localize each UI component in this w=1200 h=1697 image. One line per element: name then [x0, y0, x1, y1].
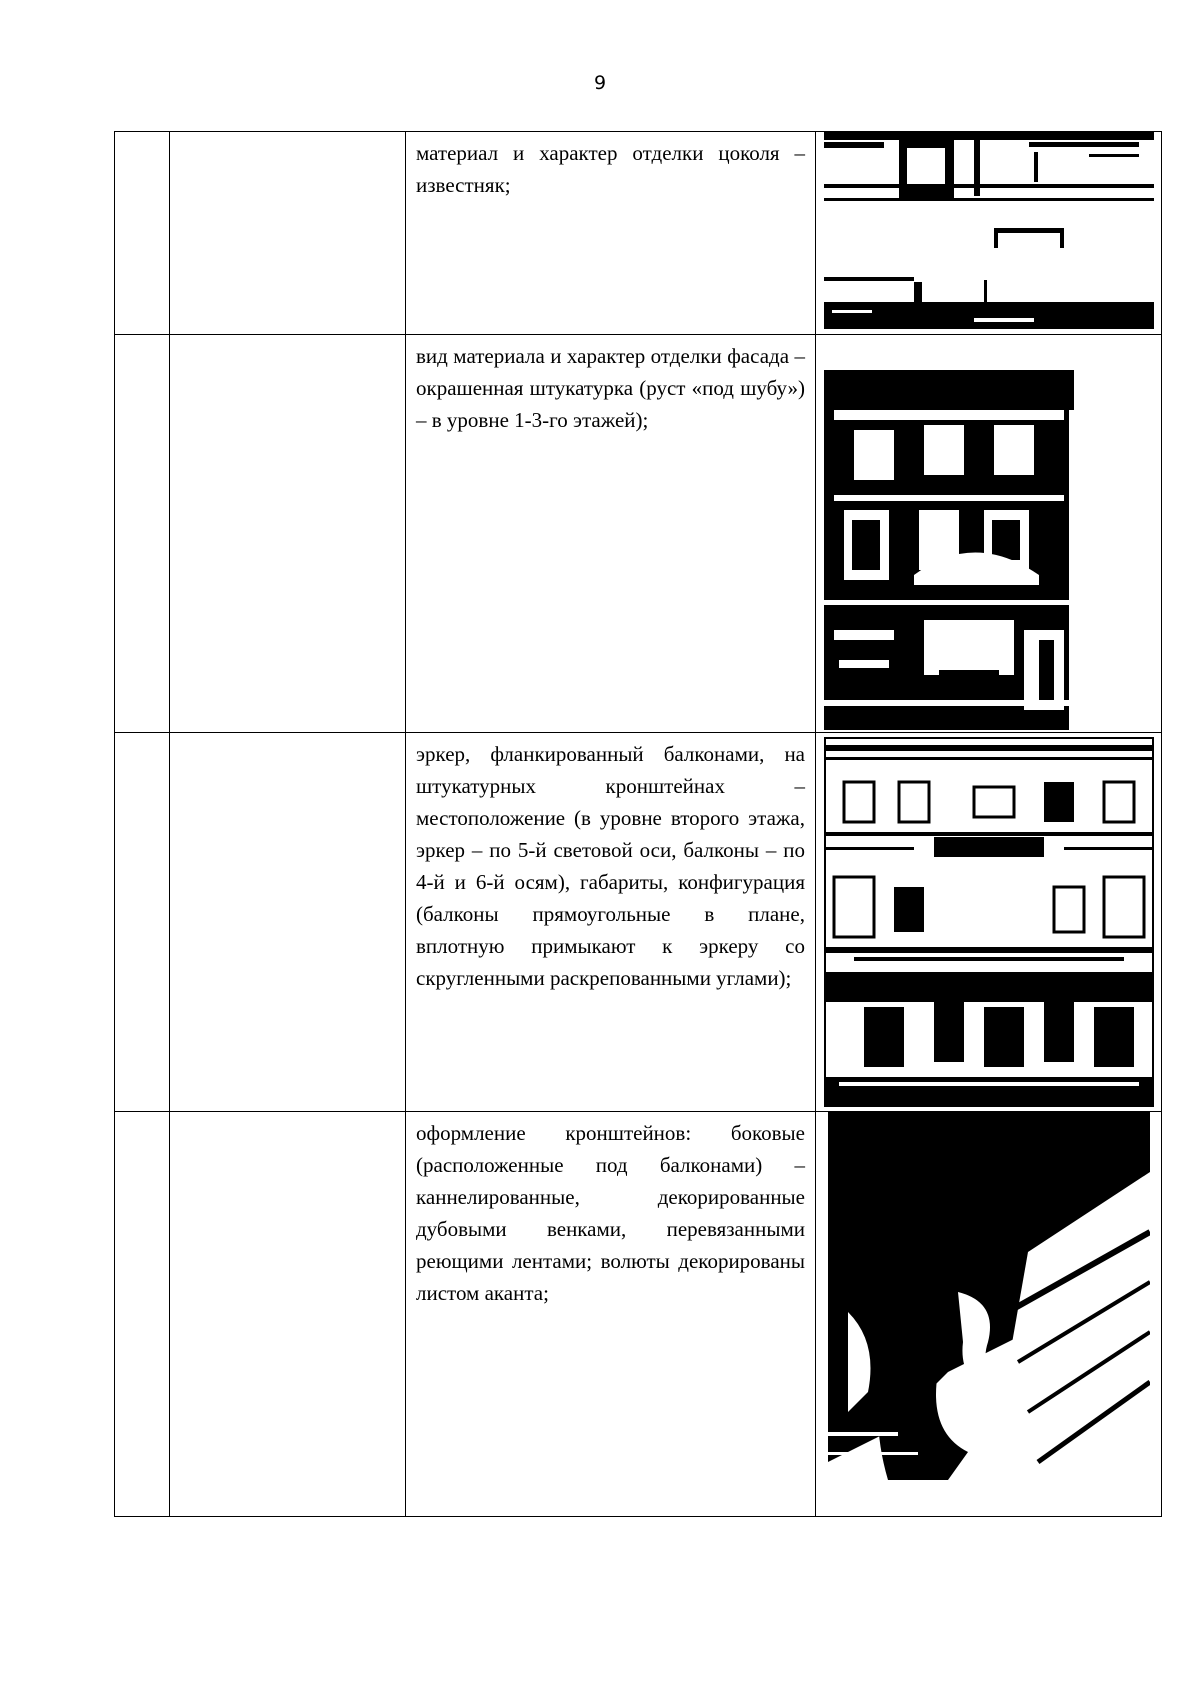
photo-cell	[816, 335, 1162, 733]
table-row	[115, 1112, 1162, 1517]
row-number-cell	[115, 733, 170, 1112]
row-number-cell	[115, 132, 170, 335]
page-number: 9	[593, 72, 607, 94]
table-row	[115, 733, 1162, 1112]
plinth-photo	[824, 132, 1154, 329]
photo-cell	[816, 1112, 1162, 1517]
description-cell: вид материала и характер отделки фасада – окрашенная штукатурка (руст «под шубу») – в уровне 1-3-го этажей);	[406, 335, 816, 733]
photo-cell	[816, 733, 1162, 1112]
table-row	[115, 335, 1162, 733]
description-cell: эркер, фланкированный балконами, на штукатурных кронштейнах – местоположение (в уровне второго этажа, эркер – по 5-й световой оси, балконы – по 4-й и 6-й осям), габариты, конфигурация (балконы прямоугольные в плане, вплотную примыкают к эркеру со скругленными раскрепованными углами);	[406, 733, 816, 1112]
row-number-cell	[115, 335, 170, 733]
object-name-cell	[170, 1112, 406, 1517]
facade-photo	[824, 370, 1154, 730]
table-row	[115, 132, 1162, 335]
object-name-cell	[170, 335, 406, 733]
row-number-cell	[115, 1112, 170, 1517]
description-cell: материал и характер отделки цоколя – известняк;	[406, 132, 816, 335]
bay-window-photo	[824, 737, 1154, 1107]
object-name-cell	[170, 733, 406, 1112]
description-cell: оформление кронштейнов: боковые (расположенные под балконами) – каннелированные, декорированные дубовыми венками, перевязанными реющими лентами; волюты декорированы листом аканта;	[406, 1112, 816, 1517]
document-table	[114, 131, 1162, 1517]
photo-cell	[816, 132, 1162, 335]
console-bracket-photo	[828, 1112, 1150, 1480]
object-name-cell	[170, 132, 406, 335]
